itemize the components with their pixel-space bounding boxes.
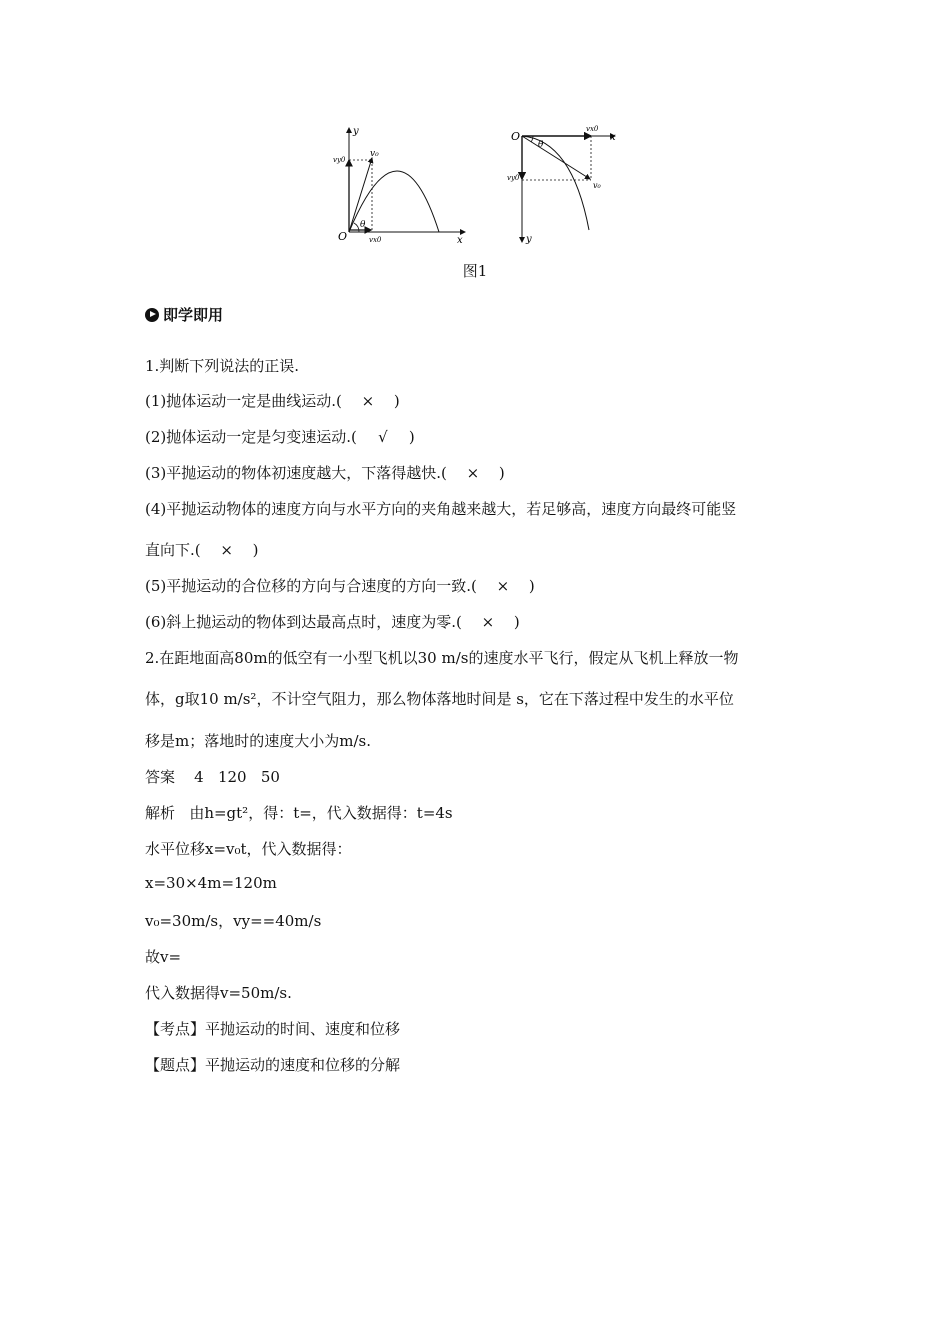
answer-mark: × [496, 577, 510, 595]
answer-line [145, 766, 815, 787]
play-icon [145, 308, 159, 322]
q1-item: (6)斜上抛运动的物体到达最高点时，速度为零.( × ) [145, 613, 520, 631]
figure-caption: 图1 [462, 262, 488, 280]
tidian-tag: 【题点】 [145, 1056, 206, 1074]
q1-item: (1)抛体运动一定是曲线运动.( × ) [145, 392, 400, 410]
section-heading [145, 304, 223, 325]
section-title: 即学即用 [163, 306, 224, 324]
answer-values: 4 120 50 [194, 768, 280, 786]
analysis-line: 代入数据得v=50m/s. [145, 984, 292, 1002]
right-vy0-label: vy0 [507, 174, 520, 182]
analysis-line: x=30×4m=120m [145, 874, 277, 892]
analysis-line: 故v= [145, 948, 182, 966]
answer-mark: √ [378, 428, 388, 446]
answer-label: 答案 [145, 768, 176, 786]
right-theta-label: θ [538, 140, 544, 150]
q1-stem: 1.判断下列说法的正误. [145, 357, 300, 375]
q2-line: 体，g取10 m/s²，不计空气阻力，那么物体落地时间是 s，它在下落过程中发生的水平位 [145, 690, 734, 708]
answer-mark: × [361, 392, 375, 410]
tidian-line: 【题点】平抛运动的速度和位移的分解 [145, 1056, 401, 1074]
q1-item: (5)平抛运动的合位移的方向与合速度的方向一致.( × ) [145, 577, 535, 595]
left-origin-label: O [338, 230, 348, 243]
q1-item: (4)平抛运动物体的速度方向与水平方向的夹角越来越大，若足够高，速度方向最终可能竖 [145, 500, 737, 518]
right-v0-label: v₀ [593, 181, 601, 190]
q2-line: 2.在距地面高80m的低空有一小型飞机以30 m/s的速度水平飞行，假定从飞机上释放一物 [145, 649, 739, 667]
q1-item: (3)平抛运动的物体初速度越大，下落得越快.( × ) [145, 464, 505, 482]
q1-item: 直向下.( × ) [145, 541, 259, 559]
q1-item: (2)抛体运动一定是匀变速运动.( √ ) [145, 428, 415, 446]
answer-mark: × [481, 613, 495, 631]
left-theta-label: θ [360, 220, 366, 230]
q2-line: 移是m；落地时的速度大小为m/s. [145, 732, 371, 750]
answer-mark: × [466, 464, 480, 482]
right-x-label: x [610, 132, 616, 143]
right-y-label: y [526, 234, 532, 245]
left-vy0-label: vy0 [333, 156, 346, 164]
right-vx0-label: vx0 [586, 125, 599, 133]
kaodian-tag: 【考点】 [145, 1020, 206, 1038]
analysis-line: 水平位移x=v₀t，代入数据得： [145, 840, 352, 858]
analysis-line: 解析 由h=gt²，得：t=，代入数据得：t=4s [145, 804, 453, 822]
left-v0-label: v₀ [370, 149, 379, 159]
horizontal-projectile-graph [507, 120, 627, 245]
kaodian-line: 【考点】平抛运动的时间、速度和位移 [145, 1020, 401, 1038]
answer-mark: × [220, 541, 233, 559]
left-vx0-label: vx0 [369, 236, 382, 244]
right-origin-label: O [511, 130, 521, 143]
oblique-projectile-graph [333, 120, 473, 245]
left-y-label: y [353, 126, 359, 137]
analysis-line: v₀=30m/s，vy==40m/s [145, 912, 322, 930]
analysis-label: 解析 [145, 804, 176, 822]
figure-1 [0, 120, 950, 250]
left-x-label: x [457, 235, 463, 245]
